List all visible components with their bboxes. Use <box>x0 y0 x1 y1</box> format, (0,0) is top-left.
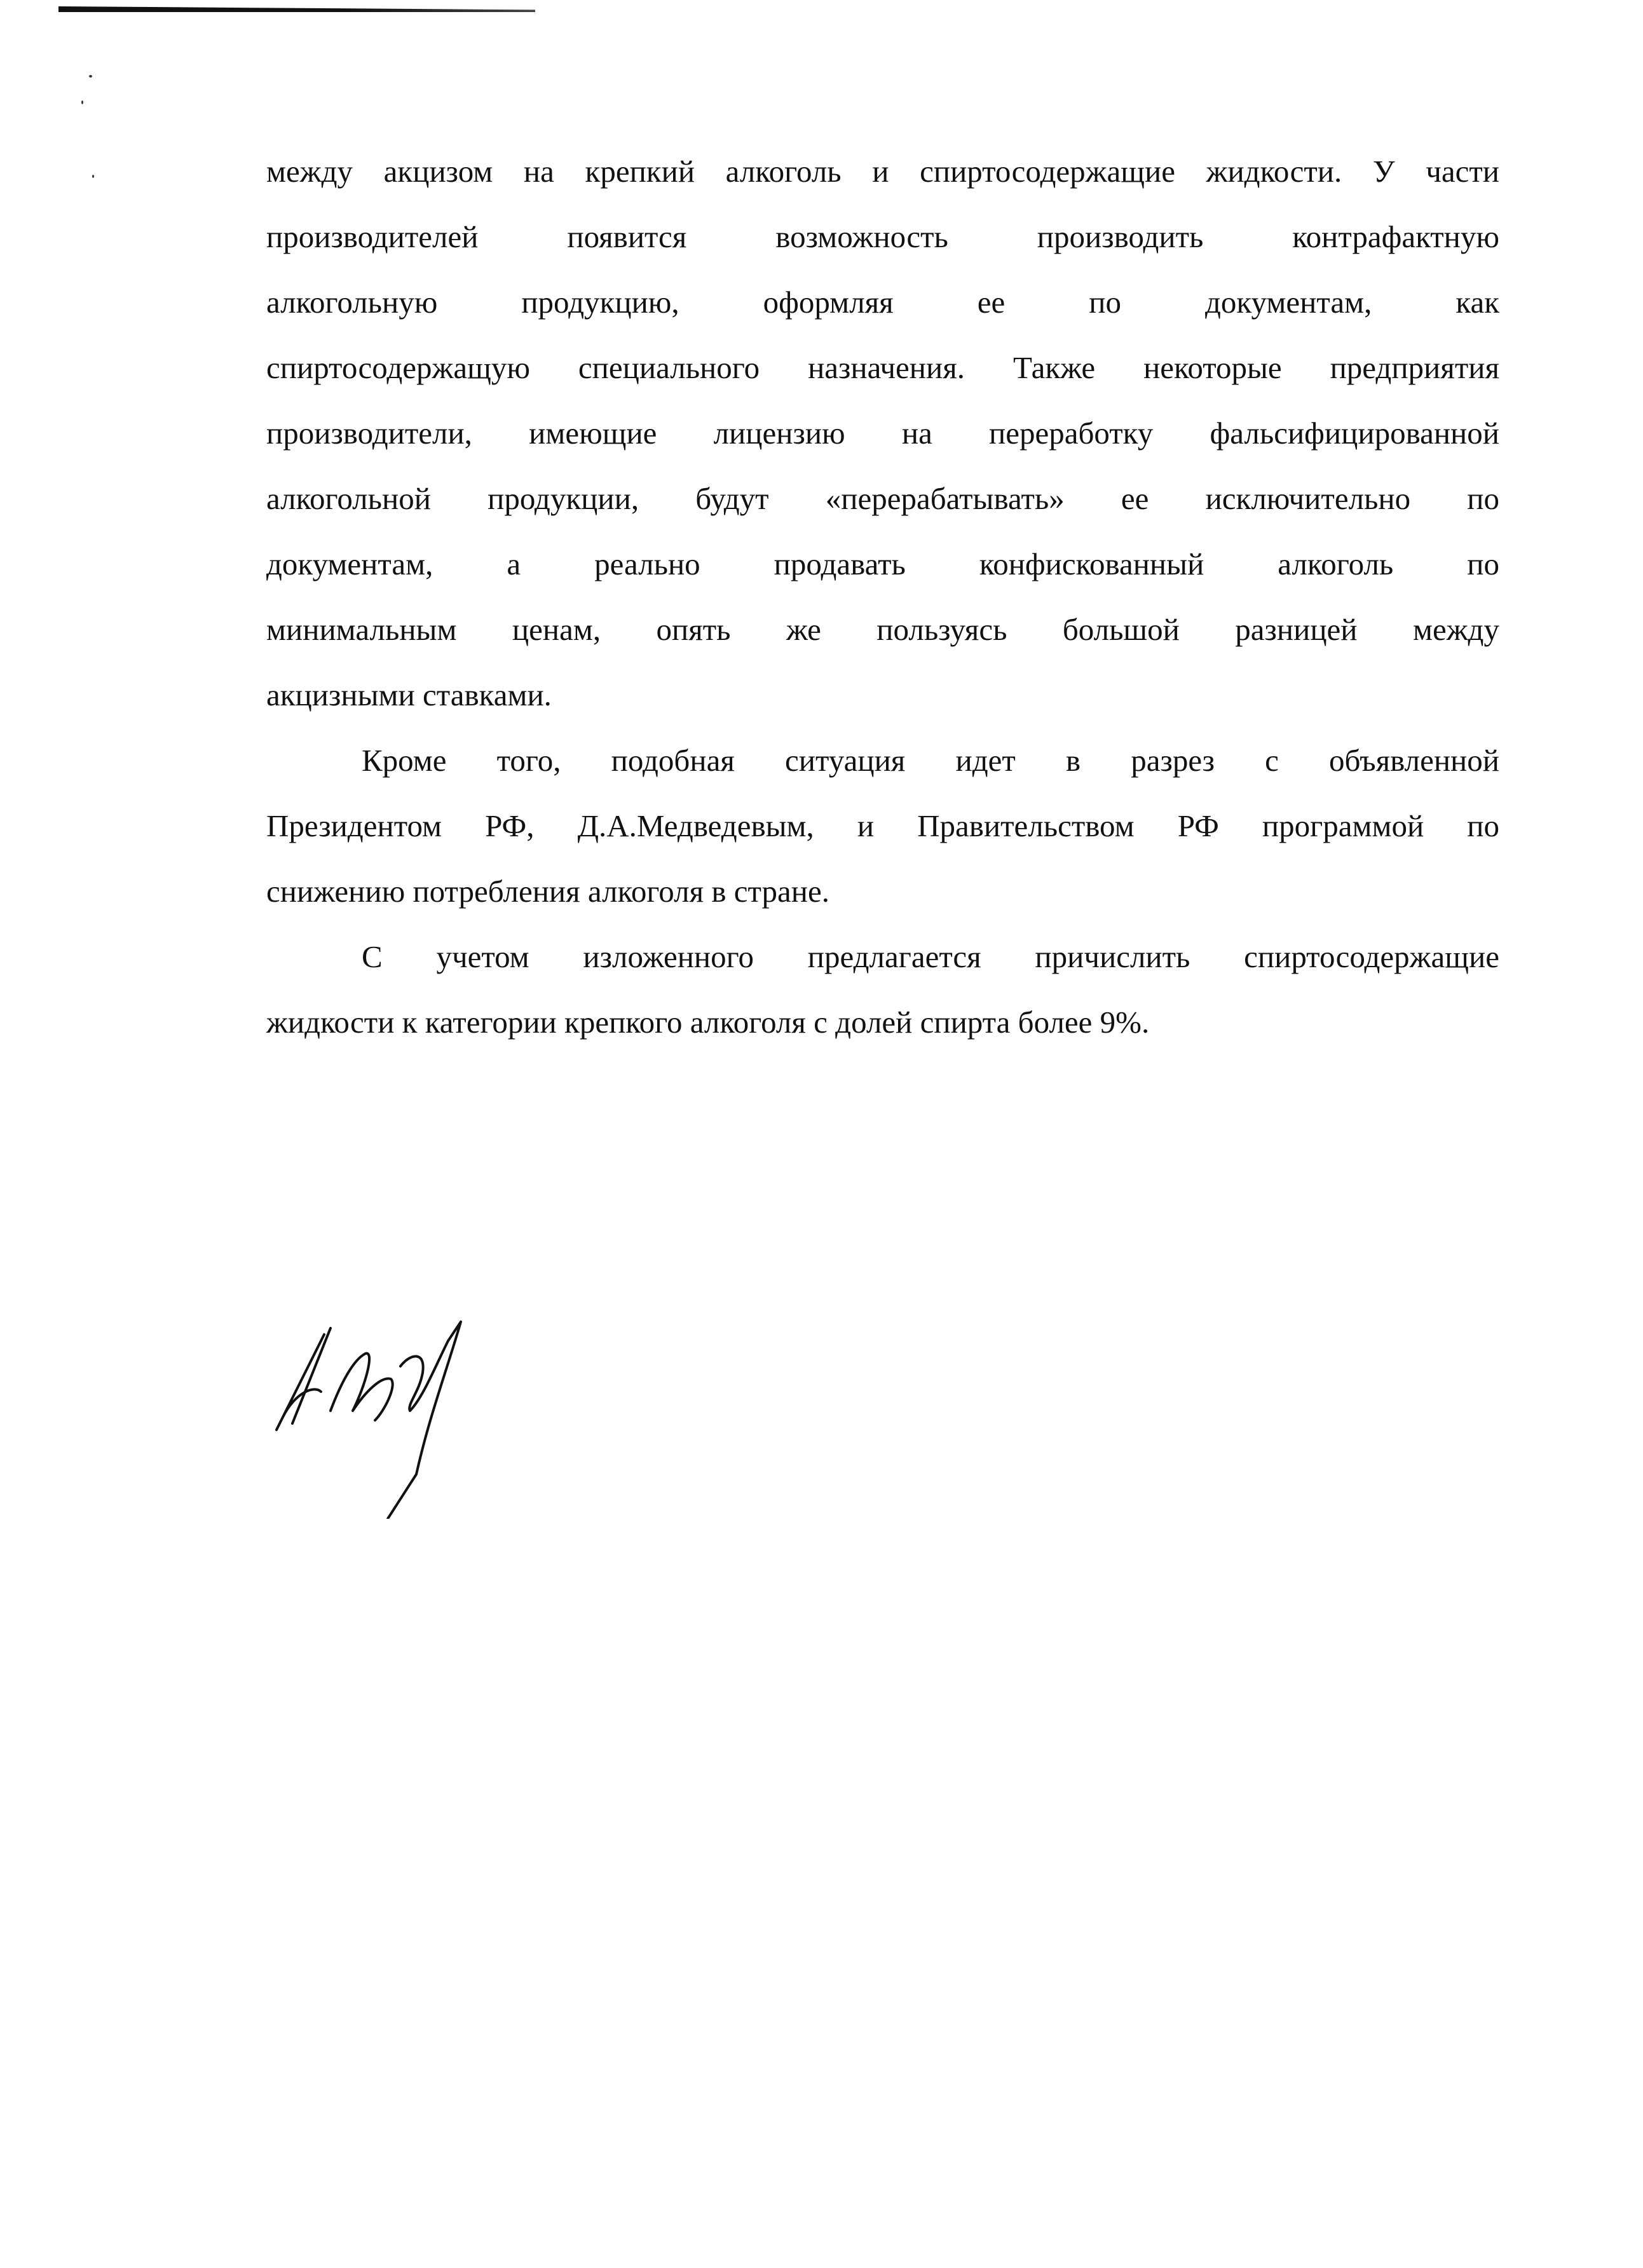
text-line: С учетом изложенного предлагается причислить спиртосодержащие <box>362 939 1499 974</box>
text-line: жидкости к категории крепкого алкоголя с долей спирта более 9%. <box>266 1005 1150 1040</box>
text-line: документам, а реально продавать конфискованный алкоголь по <box>266 547 1499 581</box>
scan-edge-bar <box>58 6 535 12</box>
text-line: производителей появится возможность производить контрафактную <box>266 219 1499 254</box>
paragraph-3 <box>266 924 1499 1055</box>
text-line: алкогольную продукцию, оформляя ее по документам, как <box>266 285 1499 320</box>
text-line: акцизными ставками. <box>266 677 552 712</box>
paragraph-2 <box>266 728 1499 924</box>
document-body <box>266 139 1499 1055</box>
scan-speck <box>89 75 92 78</box>
scan-speck <box>92 175 94 178</box>
text-line: Кроме того, подобная ситуация идет в разрез с объявленной <box>362 743 1499 778</box>
text-line: снижению потребления алкоголя в стране. <box>266 874 829 909</box>
scan-speck <box>81 100 83 104</box>
text-line: алкогольной продукции, будут «перерабатывать» ее исключительно по <box>266 481 1499 516</box>
text-line: Президентом РФ, Д.А.Медведевым, и Правительством РФ программой по <box>266 808 1499 843</box>
handwritten-signature <box>270 1315 512 1519</box>
paragraph-1 <box>266 139 1499 728</box>
text-line: производители, имеющие лицензию на переработку фальсифицированной <box>266 416 1499 451</box>
text-line: минимальным ценам, опять же пользуясь большой разницей между <box>266 612 1499 647</box>
text-line: между акцизом на крепкий алкоголь и спиртосодержащие жидкости. У части <box>266 154 1499 189</box>
text-line: спиртосодержащую специального назначения. Также некоторые предприятия <box>266 350 1499 385</box>
